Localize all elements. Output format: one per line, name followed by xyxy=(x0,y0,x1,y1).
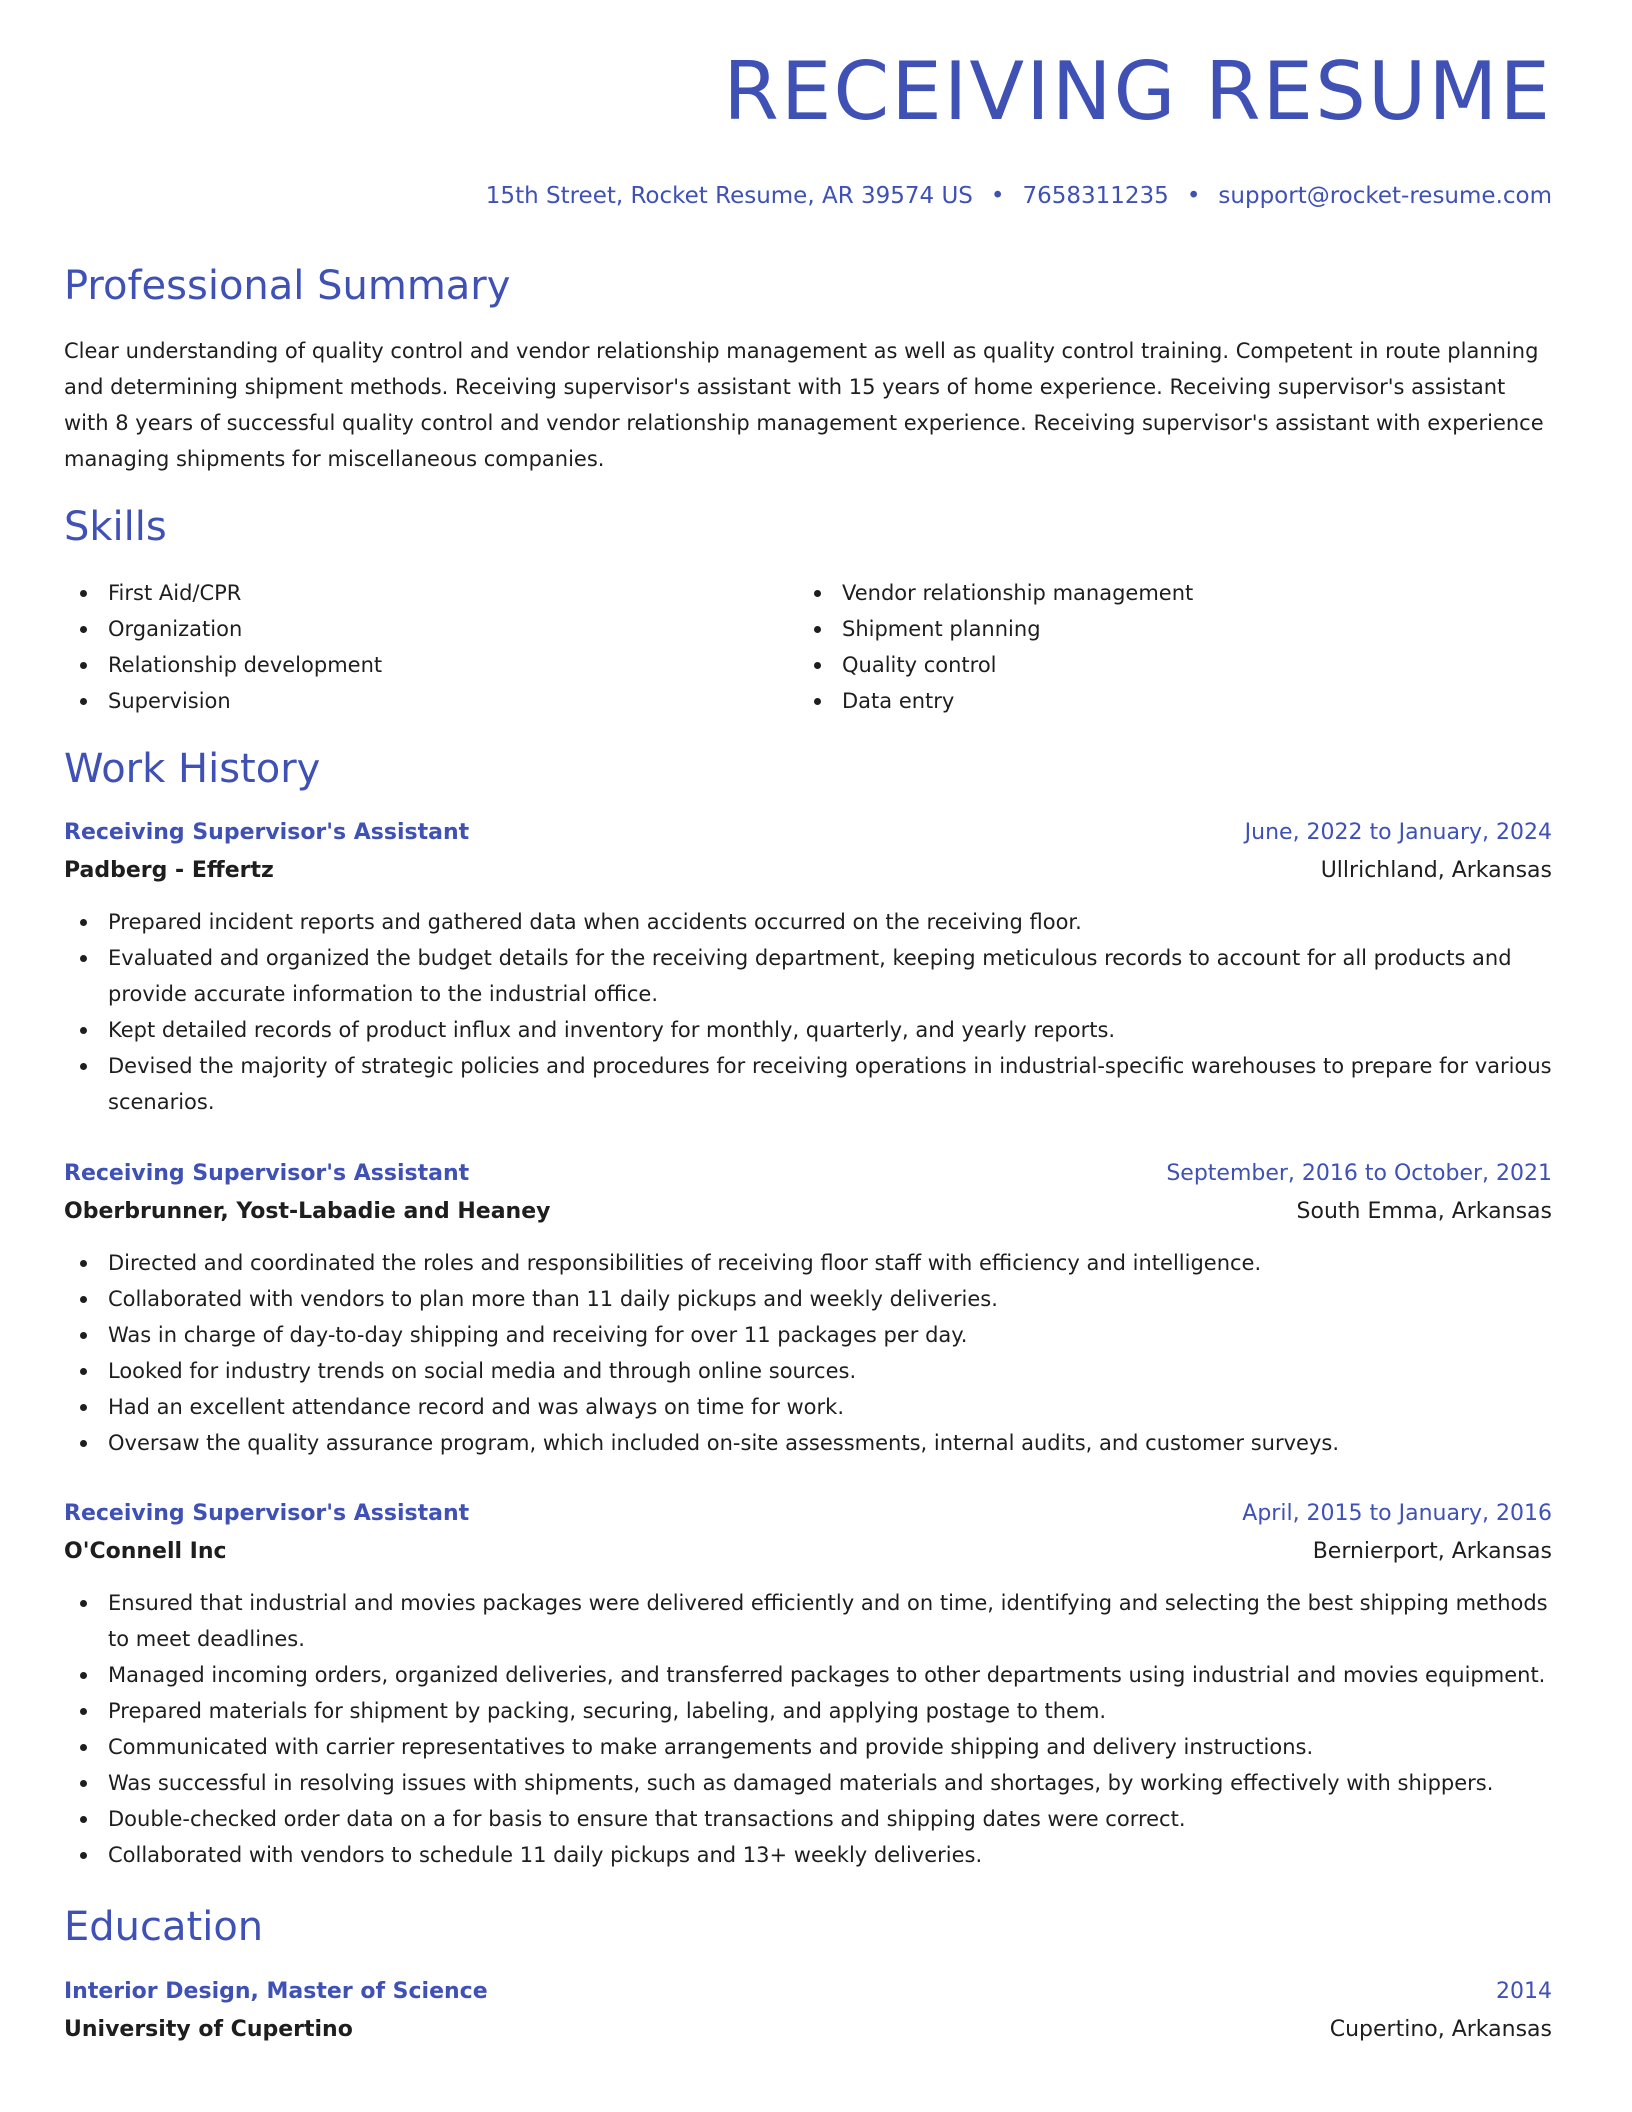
contact-line xyxy=(486,181,1552,211)
education-school: University of Cupertino xyxy=(64,2017,353,2042)
job-bullet: Looked for industry trends on social media and through online sources. xyxy=(64,1353,1552,1389)
contact-email[interactable]: support@rocket-resume.com xyxy=(1218,183,1552,209)
job-bullet: Was in charge of day-to-day shipping and receiving for over 11 packages per day. xyxy=(64,1317,1552,1353)
job-title: Receiving Supervisor's Assistant xyxy=(64,1161,470,1186)
contact-separator: • xyxy=(990,183,1005,209)
contact-address: 15th Street, Rocket Resume, AR 39574 US xyxy=(485,183,973,209)
skill-item: Quality control xyxy=(798,647,1193,683)
skill-item: Supervision xyxy=(64,683,382,719)
job-bullets xyxy=(64,1245,1552,1461)
job-bullet: Managed incoming orders, organized deliveries, and transferred packages to other departments using industrial and movies equipment. xyxy=(64,1657,1552,1693)
job-bullet: Double-checked order data on a for basis to ensure that transactions and shipping dates were correct. xyxy=(64,1801,1552,1837)
skill-item: Relationship development xyxy=(64,647,382,683)
skill-item: Data entry xyxy=(798,683,1193,719)
job-dates: June, 2022 to January, 2024 xyxy=(1244,820,1552,845)
skill-item: Shipment planning xyxy=(798,611,1193,647)
job-location: Ullrichland, Arkansas xyxy=(1320,858,1552,883)
contact-separator: • xyxy=(1186,183,1201,209)
job-bullet: Devised the majority of strategic policies and procedures for receiving operations in industrial-specific warehouses to prepare for various scenarios. xyxy=(64,1048,1552,1120)
summary-text: Clear understanding of quality control and vendor relationship management as well as quality control training. Competent in route planning and determining shipment methods. Receiving supervisor's assistant with 15 years of home experience. Receiving supervisor's assistant with 8 years of successful quality control and vendor relationship management experience. Receiving supervisor's assistant with experience managing shipments for miscellaneous companies. xyxy=(64,339,1544,471)
job-location: South Emma, Arkansas xyxy=(1296,1199,1552,1224)
job-dates: September, 2016 to October, 2021 xyxy=(1166,1161,1552,1186)
job-bullet: Directed and coordinated the roles and responsibilities of receiving floor staff with efficiency and intelligence. xyxy=(64,1245,1552,1281)
job-company: Padberg - Effertz xyxy=(64,858,274,883)
work-history-heading: Work History xyxy=(64,746,321,792)
job-bullet: Ensured that industrial and movies packages were delivered efficiently and on time, identifying and selecting the best shipping methods to meet deadlines. xyxy=(64,1585,1552,1657)
job-title: Receiving Supervisor's Assistant xyxy=(64,1501,470,1526)
job-dates: April, 2015 to January, 2016 xyxy=(1242,1501,1552,1526)
contact-phone: 7658311235 xyxy=(1022,183,1169,209)
job-bullets xyxy=(64,904,1552,1120)
job-bullet: Collaborated with vendors to schedule 11 daily pickups and 13+ weekly deliveries. xyxy=(64,1837,1552,1873)
job-title: Receiving Supervisor's Assistant xyxy=(64,820,470,845)
job-entry xyxy=(64,1159,1552,1461)
job-entry xyxy=(64,818,1552,1120)
job-bullet: Collaborated with vendors to plan more than 11 daily pickups and weekly deliveries. xyxy=(64,1281,1552,1317)
job-bullet: Communicated with carrier representatives to make arrangements and provide shipping and delivery instructions. xyxy=(64,1729,1552,1765)
job-bullets xyxy=(64,1585,1552,1873)
education-heading: Education xyxy=(64,1904,264,1950)
resume-name: RECEIVING RESUME xyxy=(723,45,1552,138)
skills-list-left xyxy=(64,575,382,719)
job-bullet: Evaluated and organized the budget details for the receiving department, keeping meticulous records to account for all products and provide accurate information to the industrial office. xyxy=(64,940,1552,1012)
skills-list-right xyxy=(798,575,1193,719)
job-location: Bernierport, Arkansas xyxy=(1312,1539,1552,1564)
education-location: Cupertino, Arkansas xyxy=(1329,2017,1552,2042)
job-bullet: Oversaw the quality assurance program, which included on-site assessments, internal audits, and customer surveys. xyxy=(64,1425,1552,1461)
job-bullet: Kept detailed records of product influx and inventory for monthly, quarterly, and yearly reports. xyxy=(64,1012,1552,1048)
education-entry xyxy=(64,1977,1552,2053)
job-bullet: Had an excellent attendance record and was always on time for work. xyxy=(64,1389,1552,1425)
job-entry xyxy=(64,1499,1552,1873)
job-bullet: Prepared incident reports and gathered data when accidents occurred on the receiving floor. xyxy=(64,904,1552,940)
summary-heading: Professional Summary xyxy=(64,263,511,309)
skills-heading: Skills xyxy=(64,504,167,550)
job-company: O'Connell Inc xyxy=(64,1539,227,1564)
skill-item: First Aid/CPR xyxy=(64,575,382,611)
job-bullet: Was successful in resolving issues with shipments, such as damaged materials and shortages, by working effectively with shippers. xyxy=(64,1765,1552,1801)
education-degree: Interior Design, Master of Science xyxy=(64,1979,488,2004)
skill-item: Vendor relationship management xyxy=(798,575,1193,611)
job-company: Oberbrunner, Yost-Labadie and Heaney xyxy=(64,1199,551,1224)
job-bullet: Prepared materials for shipment by packing, securing, labeling, and applying postage to them. xyxy=(64,1693,1552,1729)
education-year: 2014 xyxy=(1496,1979,1552,2004)
skill-item: Organization xyxy=(64,611,382,647)
